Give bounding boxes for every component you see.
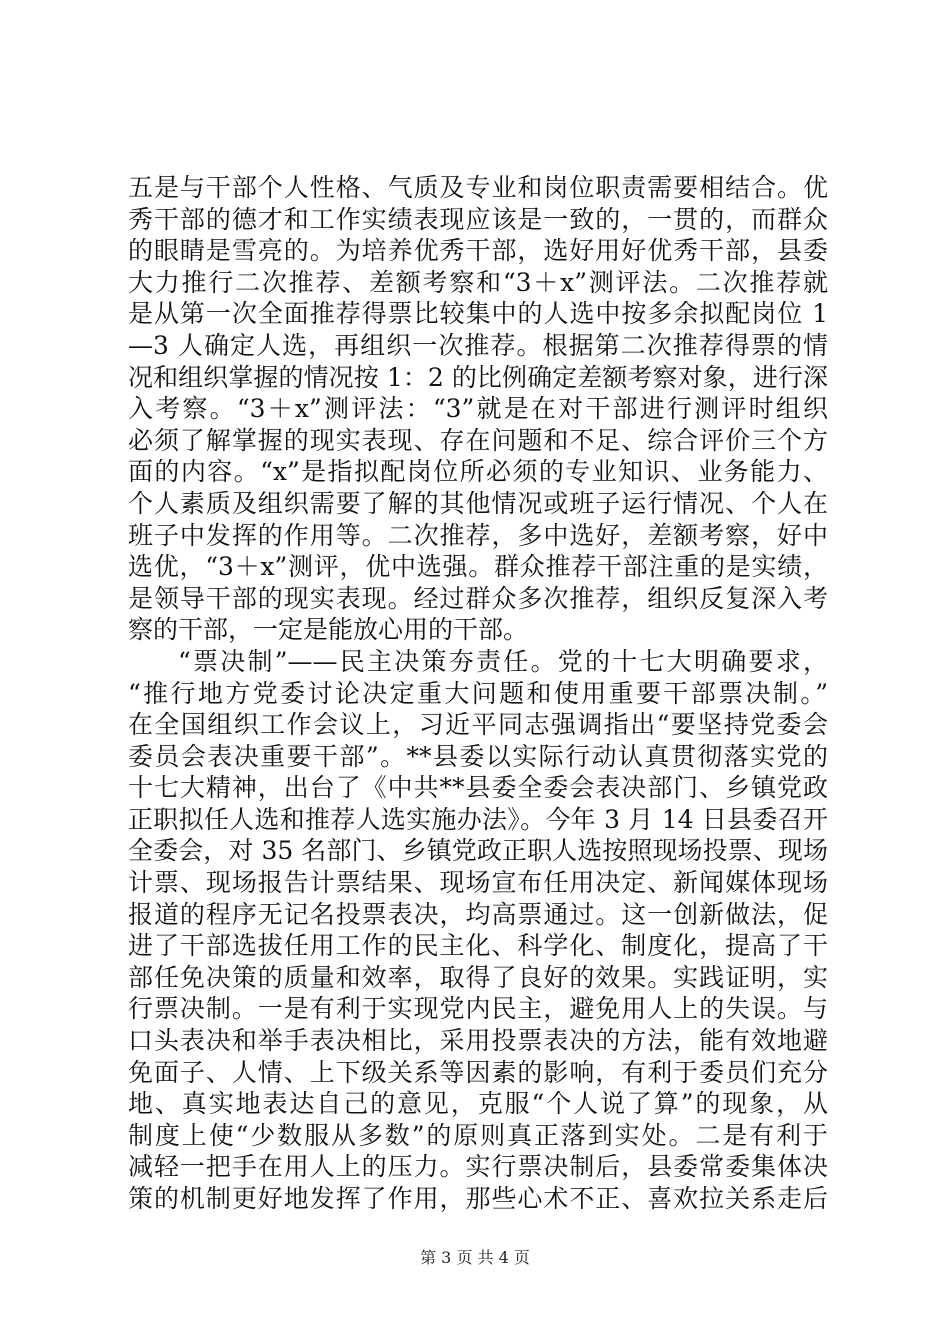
- text-line: 况和组织掌握的情况按 1：2 的比例确定差额考察对象，进行深: [128, 362, 828, 392]
- text-line: 全委会，对 35 名部门、乡镇党政正职人选按照现场投票、现场: [128, 836, 828, 866]
- text-line: 正职拟任人选和推荐人选实施办法》。今年 3 月 14 日县委召开: [128, 804, 828, 834]
- text-line: 部任免决策的质量和效率，取得了良好的效果。实践证明，实: [128, 962, 828, 992]
- text-line: 秀干部的德才和工作实绩表现应该是一致的，一贯的，而群众: [128, 204, 828, 234]
- text-line: 委员会表决重要干部”。**县委以实际行动认真贯彻落实党的: [128, 741, 828, 771]
- text-line: 免面子、人情、上下级关系等因素的影响，有利于委员们充分: [128, 1057, 828, 1087]
- text-line: 在全国组织工作会议上，习近平同志强调指出“要坚持党委会: [128, 710, 828, 740]
- text-line: 五是与干部个人性格、气质及专业和岗位职责需要相结合。优: [128, 173, 828, 202]
- text-line: 十七大精神，出台了《中共**县委全委会表决部门、乡镇党政: [128, 773, 828, 803]
- text-line: —3 人确定人选，再组织一次推荐。根据第二次推荐得票的情: [128, 330, 828, 360]
- text-line: 地、真实地表达自己的意见，克服“个人说了算”的现象，从: [128, 1089, 828, 1119]
- text-line: 行票决制。一是有利于实现党内民主，避免用人上的失误。与: [128, 994, 828, 1024]
- page-number-footer: 第 3 页 共 4 页: [420, 1248, 530, 1267]
- text-line: 必须了解掌握的现实表现、存在问题和不足、综合评价三个方: [128, 425, 828, 455]
- text-line: 策的机制更好地发挥了作用，那些心术不正、喜欢拉关系走后: [128, 1184, 828, 1213]
- text-line: 进了干部选拔任用工作的民主化、科学化、制度化，提高了干: [128, 931, 828, 961]
- text-line: 入考察。“3＋x”测评法：“3”就是在对干部进行测评时组织: [128, 394, 828, 424]
- text-line: 是从第一次全面推荐得票比较集中的人选中按多余拟配岗位 1: [128, 299, 828, 329]
- text-line: 计票、现场报告计票结果、现场宣布任用决定、新闻媒体现场: [128, 868, 828, 898]
- text-line: “推行地方党委讨论决定重大问题和使用重要干部票决制。”: [128, 678, 828, 708]
- text-line: 减轻一把手在用人上的压力。实行票决制后，县委常委集体决: [128, 1152, 828, 1182]
- text-line: 个人素质及组织需要了解的其他情况或班子运行情况、个人在: [128, 488, 828, 518]
- text-line: 选优，“3＋x”测评，优中选强。群众推荐干部注重的是实绩，: [128, 552, 828, 582]
- text-line: 的眼睛是雪亮的。为培养优秀干部，选好用好优秀干部，县委: [128, 236, 828, 266]
- body-text: [128, 172, 828, 1215]
- text-line: 报道的程序无记名投票表决，均高票通过。这一创新做法，促: [128, 899, 828, 929]
- text-line: 制度上使“少数服从多数”的原则真正落到实处。二是有利于: [128, 1120, 828, 1150]
- text-line: 面的内容。“x”是指拟配岗位所必须的专业知识、业务能力、: [128, 457, 828, 487]
- text-line: 口头表决和举手表决相比，采用投票表决的方法，能有效地避: [128, 1026, 828, 1056]
- text-line: 大力推行二次推荐、差额考察和“3＋x”测评法。二次推荐就: [128, 267, 828, 297]
- text-line: 察的干部，一定是能放心用的干部。: [128, 615, 529, 645]
- text-line: “票决制”——民主决策夯责任。党的十七大明确要求，: [178, 646, 828, 676]
- text-line: 是领导干部的现实表现。经过群众多次推荐，组织反复深入考: [128, 583, 828, 613]
- text-line: 班子中发挥的作用等。二次推荐，多中选好，差额考察，好中: [128, 520, 828, 550]
